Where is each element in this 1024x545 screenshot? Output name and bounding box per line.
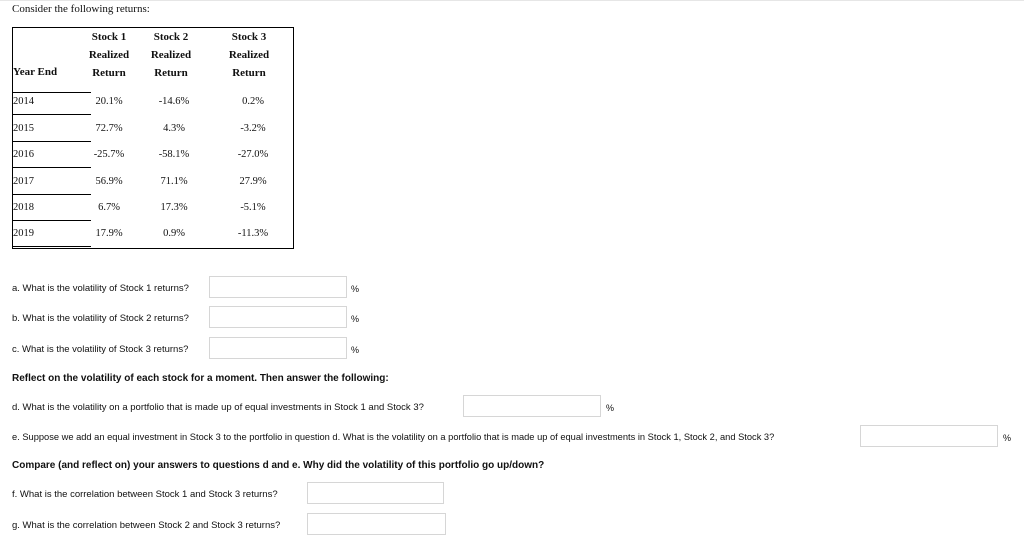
question-b-input[interactable] [209, 306, 347, 328]
stock-2-cell: -14.6% [158, 96, 190, 107]
row-divider [13, 194, 91, 195]
question-c-percent-unit: % [351, 345, 360, 355]
question-a-input[interactable] [209, 276, 347, 298]
stock-3-cell: 27.9% [239, 176, 267, 187]
top-divider [0, 0, 1024, 1]
reflect-instruction: Reflect on the volatility of each stock for a moment. Then answer the following: [12, 373, 389, 384]
table-row [13, 96, 295, 116]
question-b-percent-unit: % [351, 314, 360, 324]
question-d-label: d. What is the volatility on a portfolio that is made up of equal investments in Stock 1 and Stock 3? [12, 402, 424, 413]
question-f-input[interactable] [307, 482, 444, 504]
row-divider [13, 114, 91, 115]
stock-2-cell: -58.1% [158, 149, 190, 160]
stock-1-cell: 72.7% [95, 123, 123, 134]
year-cell: 2019 [13, 228, 34, 239]
column-header-stock-3: Stock 3 Realized Return [228, 31, 270, 79]
row-divider [13, 167, 91, 168]
row-divider [13, 220, 91, 221]
table-row [13, 202, 295, 222]
stock-1-cell: 56.9% [95, 176, 123, 187]
row-divider [13, 246, 91, 247]
stock-1-cell: 20.1% [95, 96, 123, 107]
question-a-label: a. What is the volatility of Stock 1 returns? [12, 283, 189, 294]
column-header-stock-2: Stock 2 Realized Return [150, 31, 192, 79]
question-f-label: f. What is the correlation between Stock 1 and Stock 3 returns? [12, 489, 278, 500]
stock-2-cell: 17.3% [160, 202, 188, 213]
stock-3-cell: 0.2% [242, 96, 264, 107]
table-row [13, 176, 295, 196]
column-header-stock-1: Stock 1 Realized Return [88, 31, 130, 79]
intro-text: Consider the following returns: [12, 3, 150, 15]
year-cell: 2014 [13, 96, 34, 107]
question-a-percent-unit: % [351, 284, 360, 294]
stock-2-cell: 71.1% [160, 176, 188, 187]
question-c-input[interactable] [209, 337, 347, 359]
stock-3-cell: -11.3% [237, 228, 269, 239]
year-cell: 2015 [13, 123, 34, 134]
year-end-header: Year End [13, 66, 58, 78]
stock-1-cell: 17.9% [95, 228, 123, 239]
header-divider [13, 92, 91, 93]
question-e-input[interactable] [860, 425, 998, 447]
table-row [13, 228, 295, 248]
question-e-label: e. Suppose we add an equal investment in Stock 3 to the portfolio in question d. What is the volatility on a portfolio that is made up of equal investments in Stock 1, Stock 2, and Stock 3? [12, 432, 775, 442]
table-row [13, 149, 295, 169]
question-c-label: c. What is the volatility of Stock 3 returns? [12, 344, 189, 355]
stock-2-cell: 4.3% [163, 123, 185, 134]
question-g-label: g. What is the correlation between Stock 2 and Stock 3 returns? [12, 520, 281, 531]
row-divider [13, 141, 91, 142]
table-row [13, 123, 295, 143]
stock-1-cell: -25.7% [93, 149, 125, 160]
question-g-input[interactable] [307, 513, 446, 535]
stock-1-cell: 6.7% [98, 202, 120, 213]
stock-3-cell: -27.0% [237, 149, 269, 160]
returns-table [12, 27, 294, 249]
question-e-percent-unit: % [1003, 433, 1012, 443]
stock-2-cell: 0.9% [163, 228, 185, 239]
question-d-percent-unit: % [606, 403, 615, 413]
year-cell: 2016 [13, 149, 34, 160]
question-d-input[interactable] [463, 395, 601, 417]
stock-3-cell: -3.2% [240, 123, 266, 134]
compare-instruction: Compare (and reflect on) your answers to questions d and e. Why did the volatility of this portfolio go up/down? [12, 460, 545, 471]
stock-3-cell: -5.1% [240, 202, 266, 213]
year-cell: 2017 [13, 176, 34, 187]
year-cell: 2018 [13, 202, 34, 213]
question-b-label: b. What is the volatility of Stock 2 returns? [12, 313, 189, 324]
